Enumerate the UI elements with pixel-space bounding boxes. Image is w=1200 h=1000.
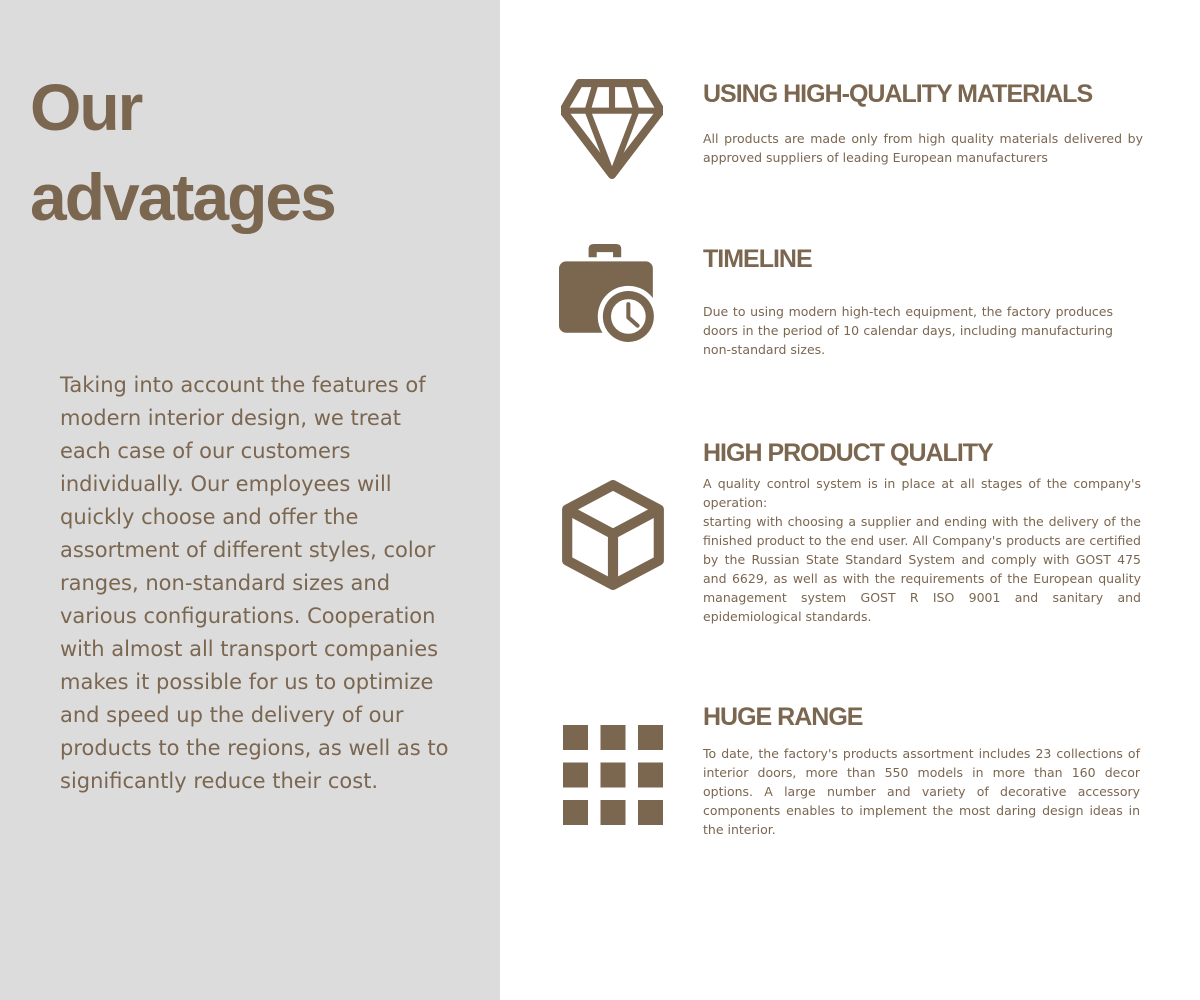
advantage-text-range: To date, the factory's products assortment includes 23 collections of interior doors, more than 550 models in more than 160 decor options. A large number and variety of decorative accessory components enables to implement the most daring design ideas in the interior. [703, 746, 1140, 837]
advantage-text-materials: All products are made only from high quality materials delivered by approved suppliers of leading European manufacturers [703, 131, 1143, 165]
left-panel [0, 0, 500, 1000]
page-title-line-2: advatages [30, 160, 335, 234]
advantage-title-range: HUGE RANGE [703, 703, 863, 731]
advantage-text-quality-line-2: starting with choosing a supplier and ending with the delivery of the finished product to the end user. All Company's products are certified by the Russian State Standard System and comply with GOST 475 and 6629, as well as with the requirements of the European quality management system GOST R ISO 9001 and sanitary and epidemiological standards. [703, 514, 1141, 624]
advantage-text-timeline: Due to using modern high-tech equipment, the factory produces doors in the period of 10 calendar days, including manufacturing non-standard sizes. [703, 304, 1113, 357]
advantage-title-materials: USING HIGH-QUALITY MATERIALS [703, 80, 1093, 108]
advantage-title-timeline: TIMELINE [703, 245, 812, 273]
diamond-icon [561, 78, 663, 180]
box-icon [562, 479, 664, 591]
grid-icon [563, 725, 663, 825]
advantage-text-quality [703, 474, 1141, 626]
intro-text: Taking into account the features of modern interior design, we treat each case of our customers individually. Our employees will quickly choose and offer the assortment of different styles, color ranges, non-standard sizes and various configurations. Cooperation with almost all transport companies makes it possible for us to optimize and speed up the delivery of our products to the regions, as well as to significantly reduce their cost. [60, 373, 449, 793]
page-title-line-1: Our [30, 70, 142, 144]
page-title [30, 62, 335, 242]
advantage-text-quality-line-1: A quality control system is in place at all stages of the company's operation: [703, 476, 1141, 510]
briefcase-clock-icon [559, 243, 661, 345]
advantage-title-quality: HIGH PRODUCT QUALITY [703, 439, 993, 467]
